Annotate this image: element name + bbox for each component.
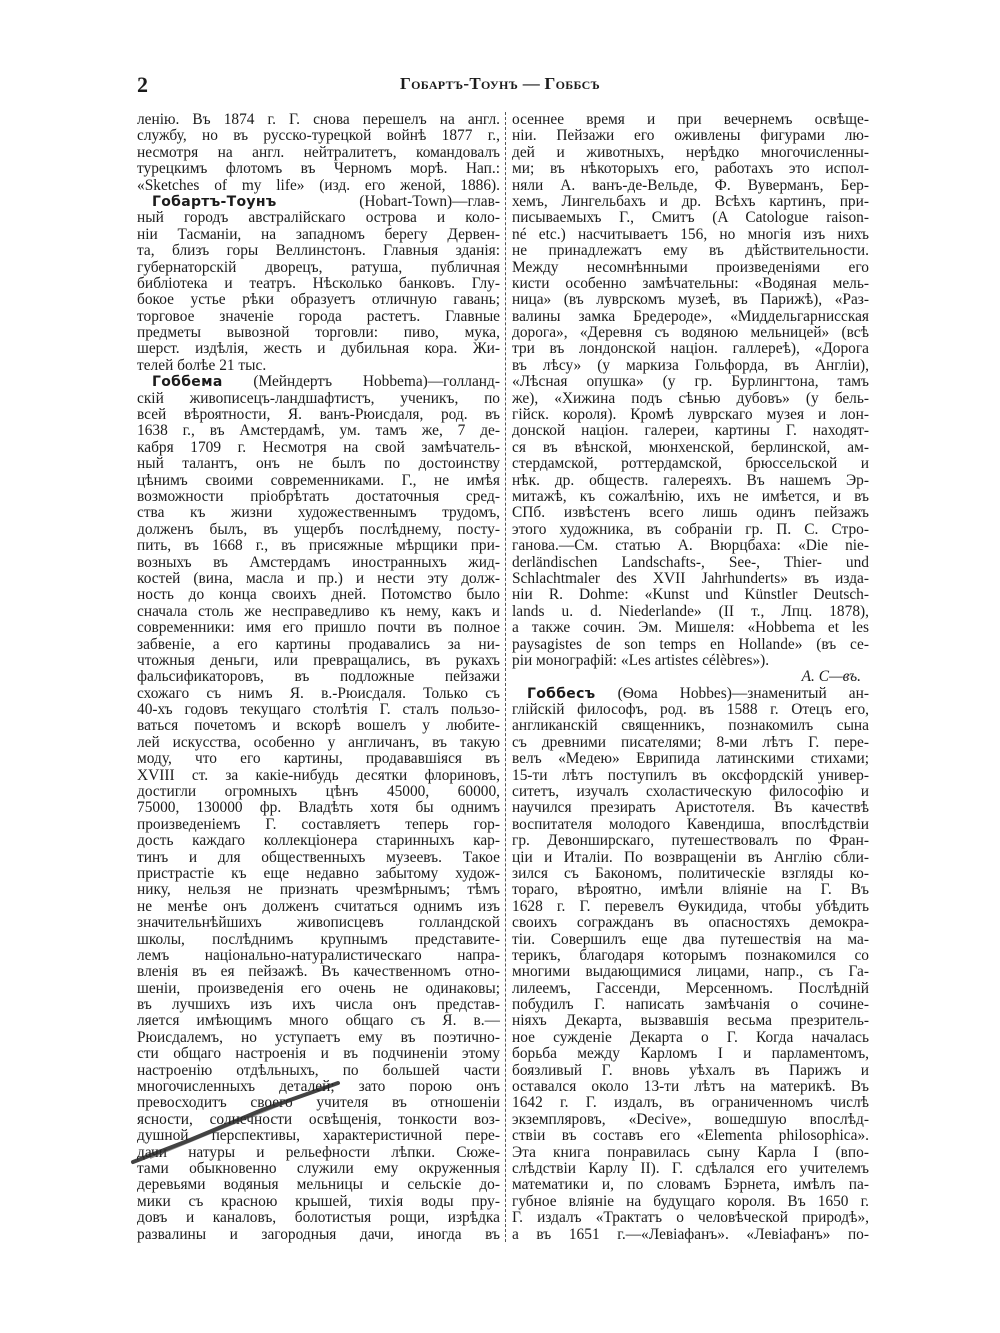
entry-heading-line	[137, 194, 500, 210]
text-line: англиканскій священникъ, познакомилъ сына	[512, 718, 869, 735]
text-line: лемъ національно-натуралистическаго напра-	[137, 947, 500, 964]
text-line: многочисленныхъ деталей; зато порою онъ	[137, 1079, 500, 1096]
text-line: ніи. Пейзажи его оживлены фигурами лю-	[512, 128, 869, 145]
text-line: 40-хъ годовъ текущаго столѣтія Г. сталъ пользо-	[137, 702, 500, 719]
column-divider	[505, 112, 506, 1242]
text-line: хемъ, Лингельбахъ и др. Всѣхъ картинъ, при-	[512, 193, 869, 210]
entry-title: Гобартъ-Тоунъ	[152, 193, 277, 210]
text-line: схожаго съ нимъ Я. в.-Рюисдаля. Только съ	[137, 685, 500, 702]
text-line: вленія въ ея пейзажѣ. Въ качественномъ отно-	[137, 964, 500, 981]
text-line: ное сужденіе Декарта о Г. Когда началась	[512, 1029, 869, 1046]
text-line: своихъ согражданъ въ опасностяхъ демокра-	[512, 915, 869, 932]
entry-text: (Ѳома Hobbes)—знаменитый ан-	[595, 685, 869, 702]
text-line: борьба между Карломъ I и парламентомъ,	[512, 1046, 869, 1063]
text-line: Г. издалъ «Трактатъ о человѣческой природѣ»,	[512, 1210, 869, 1227]
text-line: писываемыхъ Г., Смитъ (A Catologue raison-	[512, 210, 869, 227]
text-line: довъ и каналовъ, болотистыя рощи, изрѣдка	[137, 1210, 500, 1227]
text-line: пристрастіе къ еще недавно забытому худож-	[137, 865, 500, 882]
text-line: зился съ Бакономъ, политическіе взгляды ко-	[512, 865, 869, 882]
text-line: возныхъ въ Амстердамъ иностранныхъ жид-	[137, 554, 500, 571]
text-line: торговое значеніе города растетъ. Главные	[137, 308, 500, 325]
text-line: этого художника, въ собраніи гр. П. С. Стро-	[512, 521, 869, 538]
text-line: скій живописецъ-ландшафтистъ, ученикъ, по	[137, 390, 500, 407]
text-line: нѣк. др. обществ. галереяхъ. Въ нашемъ Эр-	[512, 472, 869, 489]
text-line: турецкимъ флотомъ въ Черномъ морѣ. Нап.:	[137, 161, 500, 178]
entry-text: (Hobart-Town)—глав-	[276, 193, 500, 210]
text-line: осеннее время и при вечернемъ освѣще-	[512, 112, 869, 128]
text-line: пить, въ 1668 г., въ присяжные мѣрщики при-	[137, 538, 500, 555]
entry-heading-line	[137, 374, 500, 390]
text-line: стердамской, роттердамской, брюссельской и	[512, 456, 869, 473]
text-line: тораго, вѣроятно, имѣли вліяніе на Г. Въ	[512, 882, 869, 899]
entry-text: (Мейндертъ Hobbema)—голланд-	[222, 374, 500, 391]
text-line: «Sketches of my life» (изд. его женой, 1886).	[137, 177, 500, 194]
text-line: Эта книга понравилась сыну Карла I (впо-	[512, 1144, 869, 1161]
text-line: тами обыкновенно служили ему окруженныя	[137, 1161, 500, 1177]
text-line: превосходитъ своего учителя въ отношеніи	[137, 1095, 500, 1112]
text-line: Между несомнѣнными произведеніями его	[512, 259, 869, 276]
text-line: ніи Тасманіи, на западномъ берегу Дервен-	[137, 226, 500, 243]
text-line: достигли огромныхъ цѣнъ 45000, 60000,	[137, 784, 500, 801]
text-line: лей искусства, особенно у англичанъ, въ такую	[137, 734, 500, 751]
text-line: митажѣ, къ сожалѣнію, ихъ не имѣется, и въ	[512, 488, 869, 505]
text-line: lands u. d. Niederlande» (II т., Лпц. 1878),	[512, 603, 869, 620]
entry-title: Гоббема	[152, 374, 223, 391]
text-line: СПб. извѣстенъ всего лишь одинъ пейзажъ	[512, 505, 869, 522]
text-line: научился презирать Аристотеля. Въ качествѣ	[512, 800, 869, 817]
text-line: сти общаго настроенія и въ подчиненіи этому	[137, 1046, 500, 1063]
text-line: долженъ былъ, въ ущербъ послѣднему, посту-	[137, 521, 500, 538]
text-line: ный талантъ, онъ не былъ по достоинству	[137, 456, 500, 473]
text-line: цѣнимъ своими современниками. Г., не имѣя	[137, 472, 500, 489]
text-line: ціи и Италіи. По возвращеніи въ Англію сбли-	[512, 849, 869, 866]
text-line: три въ лондонской націон. галлереѣ), «Дорога	[512, 341, 869, 358]
text-line: ніи R. Dohme: «Kunst und Künstler Deutsch-	[512, 587, 869, 604]
text-line: ми; въ нѣкоторыхъ его, работахъ это испол-	[512, 161, 869, 178]
text-line: слѣдствіи Карлу II). Г. сдѣлался его учителемъ	[512, 1161, 869, 1177]
text-line: ность до конца своихъ дней. Потомство было	[137, 587, 500, 604]
text-line: душной перспективы, характеристичной пере-	[137, 1128, 500, 1145]
text-line: нику, нельзя не признать чрезмѣрнымъ; тѣмъ	[137, 882, 500, 899]
text-line: ся въ вѣнской, мюнхенской, берлинской, ам-	[512, 439, 869, 456]
text-line: Schlachtmaler des XVII Jahrhunderts» въ изда-	[512, 570, 869, 587]
text-line: терикъ, благодаря которымъ познакомился со	[512, 947, 869, 964]
text-line: 15-ти лѣтъ поступилъ въ оксфордскій универ-	[512, 767, 869, 784]
text-line: развалины и загородныя дачи, иногда въ	[137, 1226, 500, 1243]
text-line: та, близъ горы Веллинстонъ. Главныя зданія:	[137, 243, 500, 260]
text-line: же), «Хижина подъ сѣнью дубовъ» (у бель-	[512, 390, 869, 407]
text-line: не принадлежатъ ему въ дѣйствительности.	[512, 243, 869, 260]
text-line: paysagistes de son temps en Hollande» (въ се-	[512, 636, 869, 653]
text-line: несмотря на англ. нейтралитетъ, командовалъ	[137, 144, 500, 161]
text-line: чтожныя деньги, или превращались, въ рукахъ	[137, 652, 500, 669]
text-line: Рюисдалемъ, но уступаетъ ему въ поэтично-	[137, 1029, 500, 1046]
text-line: кабря 1709 г. Несмотря на свой замѣчатель-	[137, 439, 500, 456]
text-line: ганова.—См. статью А. Вюрцбаха: «Die nie-	[512, 538, 869, 555]
text-line: а также сочин. Эм. Мишеля: «Hobbema et les	[512, 620, 869, 637]
text-line: велъ «Медею» Еврипида латинскими стихами;	[512, 751, 869, 768]
text-line: школы, послѣднимъ крупнымъ представите-	[137, 931, 500, 948]
text-line: дачи натуры и рельефности лѣпки. Сюже-	[137, 1144, 500, 1161]
text-line: произведеніемъ Г. составляетъ теперь гор-	[137, 816, 500, 833]
text-line: настроенію отдѣльныхъ, по большей части	[137, 1062, 500, 1079]
author-signature: А. С—въ.	[801, 669, 861, 686]
text-line: значительнѣйшихъ живописцевъ голландской	[137, 915, 500, 932]
text-line: гійск. короля). Кромѣ луврскаго музея и лон-	[512, 407, 869, 424]
text-line: 1628 г. Г. перевелъ Ѳукидида, чтобы убѣдить	[512, 898, 869, 915]
text-line: въ лѣсу» (у маркиза Гольфорда, въ Англіи),	[512, 357, 869, 374]
text-line: XVIII ст. за какіе-нибудь десятки флориновъ,	[137, 767, 500, 784]
text-line: службу, но въ русско-турецкой войнѣ 1877 г.,	[137, 128, 500, 145]
text-line: «Лѣсная опушка» (у гр. Бурлингтона, тамъ	[512, 374, 869, 391]
text-line: сначала столь же несправедливо къ нему, какъ и	[137, 603, 500, 620]
text-line: библіотека и театръ. Нѣсколько банковъ. Глу-	[137, 275, 500, 292]
text-line: кисти особенно замѣчательны: «Водяная мель-	[512, 275, 869, 292]
text-line: ница» (въ луврскомъ музеѣ, въ Парижѣ), «Раз-	[512, 292, 869, 309]
text-line: боязливый Г. вновь уѣхалъ въ Парижъ и	[512, 1062, 869, 1079]
text-line: ствіи въ составъ его «Elementa philosophica».	[512, 1128, 869, 1145]
text-line: въ лучшихъ изъ ихъ числа онъ представ-	[137, 997, 500, 1014]
text-line: фальсификаторовъ, въ подложные пейзажи	[137, 669, 500, 686]
text-line: многими выдающимися лицами, напр., съ Га-	[512, 964, 869, 981]
text-line: бокое устье рѣки образуетъ отличную гавань;	[137, 292, 500, 309]
text-line: дорога», «Деревня съ водяною мельницей» (всѣ	[512, 325, 869, 342]
text-line: ніяхъ Декарта, вызвавшія весьма презритель-	[512, 1013, 869, 1030]
text-line: предметы вывозной торговли: пиво, мука,	[137, 325, 500, 342]
text-line: ленію. Въ 1874 г. Г. снова перешелъ на англ.	[137, 112, 500, 128]
text-line: 1638 г., въ Амстердамѣ, ум. тамъ же, 7 де-	[137, 423, 500, 440]
text-line: ляется имѣющимъ много общаго съ Я. в.—	[137, 1013, 500, 1030]
running-head: Гобартъ-Тоунъ — Гоббсъ	[400, 74, 600, 93]
text-line: валины замка Бредероде», «Миддельгарнисская	[512, 308, 869, 325]
text-line: оставался около 13-ти лѣтъ на материкѣ. Въ	[512, 1079, 869, 1096]
text-line: математики и, по словамъ Бэрнета, имѣлъ па-	[512, 1177, 869, 1194]
text-line: губное вліяніе на будущаго короля. Въ 1650 г.	[512, 1193, 869, 1210]
text-line: а въ 1651 г.—«Левіафанъ». «Левіафанъ» по-	[512, 1226, 869, 1243]
text-line: ный городъ австралійскаго острова и коло-	[137, 210, 500, 227]
text-line: тіи. Совершилъ еще два путешествія на ма-	[512, 931, 869, 948]
text-line: моду, что его картины, продававшіяся въ	[137, 751, 500, 768]
text-line: шеніи, произведенія его очень не одинаковы;	[137, 980, 500, 997]
text-line: гр. Девонширскаго, путешествовалъ по Фран-	[512, 833, 869, 850]
text-line: телей болѣе 21 тыс.	[137, 357, 267, 374]
text-line: возможности пріобрѣтать достаточныя сред-	[137, 488, 500, 505]
text-line: мики съ красною крышей, тихія воды пру-	[137, 1193, 500, 1210]
text-line: тинъ и для общественныхъ музеевъ. Такое	[137, 849, 500, 866]
text-line: ваться почетомъ и вскорѣ вошелъ у любите-	[137, 718, 500, 735]
text-line: ріи монографій: «Les artistes célèbres»).	[512, 652, 770, 669]
text-line: дей и животныхъ, нерѣдко многочисленны-	[512, 144, 869, 161]
text-line: не менѣе онъ долженъ считаться однимъ изъ	[137, 898, 500, 915]
text-line: воспитателя молодого Кавендиша, впослѣдствіи	[512, 816, 869, 833]
text-line: всей вѣроятности, Я. ванъ-Рюисдаля, род. въ	[137, 407, 500, 424]
left-column	[137, 112, 500, 1243]
text-line: съ древними писателями; 8-ми лѣтъ Г. пере-	[512, 734, 869, 751]
text-line: забвеніе, а его картины продавались за ни-	[137, 636, 500, 653]
text-line: 75000, 130000 фр. Владѣть хотя бы однимъ	[137, 800, 500, 817]
text-line: деревьями водяныя мельницы и сельскіе до-	[137, 1177, 500, 1194]
text-line: ства къ жизни художественнымъ трудомъ,	[137, 505, 500, 522]
text-line: няли А. ванъ-де-Вельде, Ф. Вуверманъ, Бер-	[512, 177, 869, 194]
text-line: дость каждаго коллекціонера старинныхъ кар-	[137, 833, 500, 850]
text-line: лилеемъ, Гассенди, Мерсенномъ. Послѣдній	[512, 980, 869, 997]
text-line: глійскій философъ, род. въ 1588 г. Отецъ его,	[512, 702, 869, 719]
text-line: né etc.) насчитываетъ 156, но многія изъ нихъ	[512, 226, 869, 243]
text-line: губернаторскій дворецъ, ратуша, публичная	[137, 259, 500, 276]
entry-heading-line	[512, 686, 869, 702]
text-line: derländischen Landschafts-, See-, Thier- und	[512, 554, 869, 571]
text-line: ясности, солнечности освѣщенія, тонкости воз-	[137, 1111, 500, 1128]
text-line: костей (вина, масла и пр.) и нести эту долж-	[137, 570, 500, 587]
text-line: шерст. издѣлія, жесть и дубильная кора. Жи-	[137, 341, 500, 358]
page-number: 2	[137, 72, 148, 97]
entry-title: Гоббесъ	[527, 685, 596, 702]
text-line: побудилъ Г. написать замѣчанія о сочине-	[512, 997, 869, 1014]
text-line: современники: имя его пришло почти въ полное	[137, 620, 500, 637]
text-line: ситетъ, изучалъ схоластическую философію и	[512, 784, 869, 801]
text-line: экземпляровъ, «Decive», вошедшую впослѣд-	[512, 1111, 869, 1128]
text-line: 1642 г. Г. издалъ, въ ограниченномъ числѣ	[512, 1095, 869, 1112]
text-line: донской націон. галереи, картины Г. находят-	[512, 423, 869, 440]
right-column	[512, 112, 869, 1243]
